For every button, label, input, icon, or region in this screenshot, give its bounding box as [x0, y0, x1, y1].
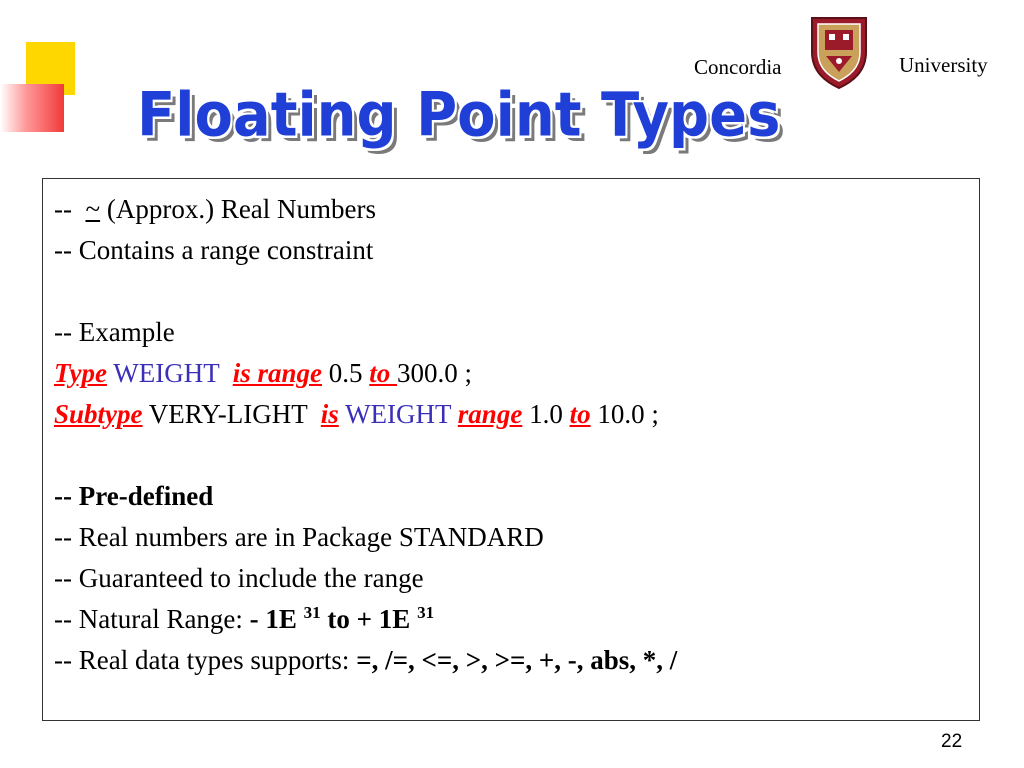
header-university-label: University: [899, 53, 988, 77]
identifier-weight: WEIGHT: [113, 358, 220, 388]
keyword-is-range: is range: [232, 358, 322, 388]
subtype-low-bound: 1.0: [529, 399, 563, 429]
line-supported-operators: [54, 640, 677, 681]
line-approx-real: [54, 189, 677, 230]
header-concordia-label: Concordia: [694, 55, 782, 79]
operators-list: =, /=, <=, >, >=, +, -, abs, *, /: [356, 645, 678, 675]
university-crest-icon: [808, 14, 870, 90]
identifier-very-light: VERY-LIGHT: [148, 399, 308, 429]
line-guaranteed-range: -- Guaranteed to include the range: [54, 563, 424, 593]
blank-line: [54, 271, 677, 312]
blank-line: [54, 435, 677, 476]
operators-prefix: -- Real data types supports:: [54, 645, 357, 675]
line-natural-range: [54, 599, 677, 640]
type-low-bound: 0.5: [328, 358, 363, 388]
natural-range-high-exponent: 31: [417, 603, 435, 622]
line-range-constraint: -- Contains a range constraint: [54, 235, 374, 265]
natural-range-low: - 1E: [249, 604, 304, 634]
natural-range-prefix: -- Natural Range:: [54, 604, 250, 634]
natural-range-middle: to + 1E: [320, 604, 418, 634]
keyword-range: range: [457, 399, 523, 429]
keyword-subtype: Subtype: [54, 399, 143, 429]
page-number: 22: [941, 731, 963, 752]
keyword-is: is: [320, 399, 339, 429]
line-predefined-heading: -- Pre-defined: [54, 481, 214, 511]
decorative-red-gradient-bar: [0, 84, 64, 132]
subtype-high-bound: 10.0 ;: [597, 399, 659, 429]
line-subtype-declaration: [54, 394, 677, 435]
slide-title: Floating Point Types: [137, 80, 781, 151]
line-package-standard: -- Real numbers are in Package STANDARD: [54, 522, 544, 552]
keyword-type: Type: [54, 358, 107, 388]
line1-dashes: --: [54, 194, 86, 224]
content-lines: [54, 189, 677, 681]
line1-text: (Approx.) Real Numbers: [100, 194, 377, 224]
line1-tilde: ~: [85, 194, 101, 224]
line-example-heading: -- Example: [54, 317, 175, 347]
line-type-declaration: [54, 353, 677, 394]
keyword-to-2: to: [569, 399, 591, 429]
identifier-weight-base: WEIGHT: [345, 399, 452, 429]
keyword-to: to: [369, 358, 398, 388]
type-high-bound: 300.0 ;: [397, 358, 473, 388]
natural-range-low-exponent: 31: [303, 603, 321, 622]
content-box: [42, 178, 980, 721]
